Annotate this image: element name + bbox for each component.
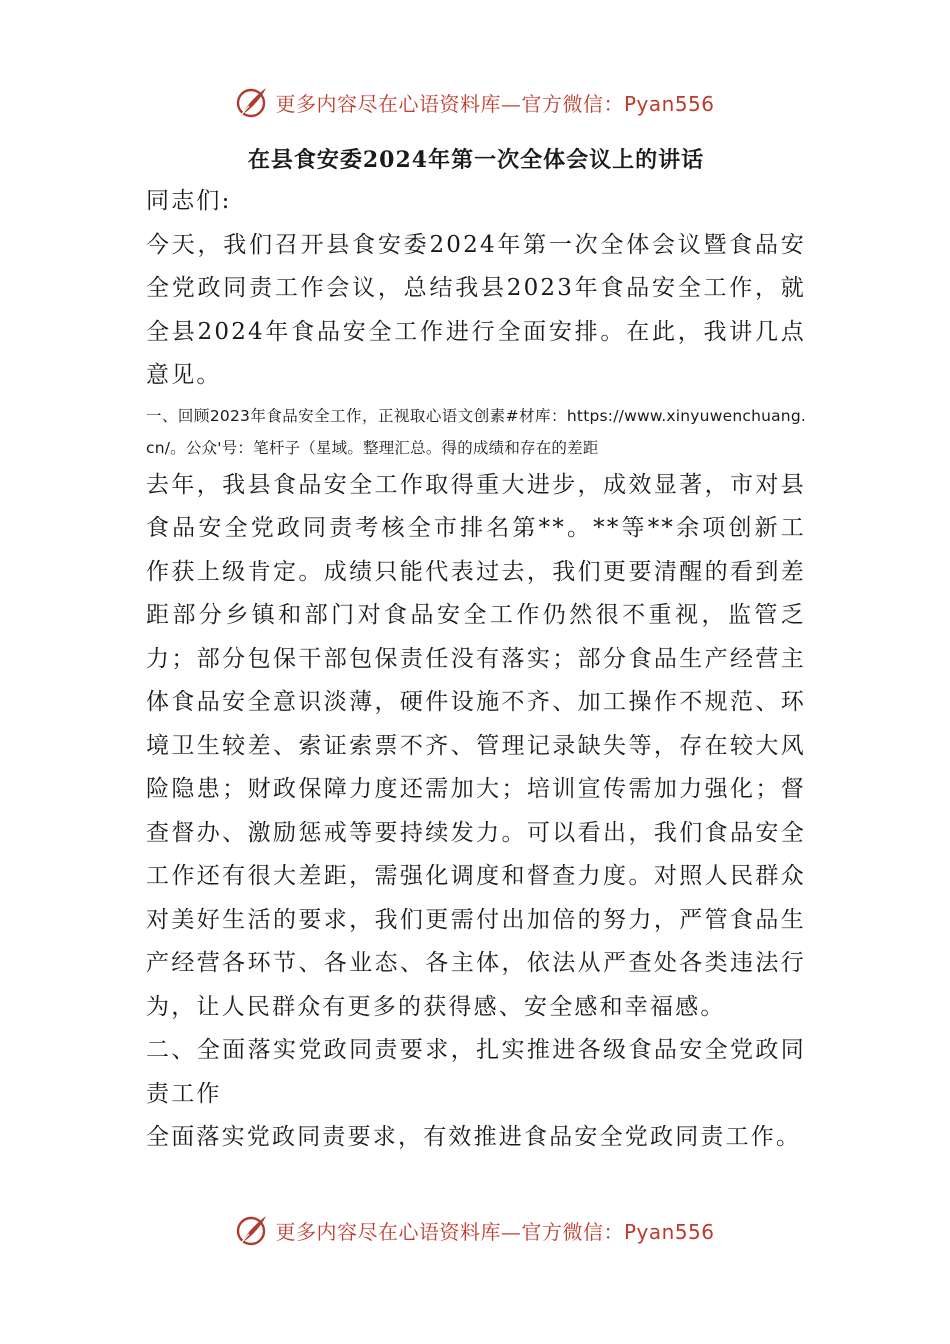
section-1-heading: 一、回顾2023年食品安全工作，正视取心语文创素#材库：https://www.xinyuwenchuang.cn/。公众'号：笔杆子（星域。整理汇总。得的成绩和存在的差距 — [146, 406, 806, 457]
pen-quill-logo-icon — [235, 84, 271, 120]
banner-wechat-handle: Pyan556 — [623, 1219, 715, 1244]
footer-watermark-banner — [0, 1210, 950, 1250]
header-watermark-banner — [0, 82, 950, 122]
section-1-paragraph: 去年，我县食品安全工作取得重大进步，成效显著，市对县食品安全党政同责考核全市排名第**。**等**余项创新工作获上级肯定。成绩只能代表过去，我们更要清醒的看到差距部分乡镇和部门对食品安全工作仍然很不重视，监管乏力；部分包保干部包保责任没有落实；部分食品生产经营主体食品安全意识淡薄，硬件设施不齐、加工操作不规范、环境卫生较差、索证索票不齐、管理记录缺失等，存在较大风险隐患；财政保障力度还需加大；培训宣传需加力强化；督查督办、激励惩戒等要持续发力。可以看出，我们食品安全工作还有很大差距，需强化调度和督查力度。对照人民群众对美好生活的要求，我们更需付出加倍的努力，严管食品生产经营各环节、各业态、各主体，依法从严查处各类违法行为，让人民群众有更多的获得感、安全感和幸福感。 — [146, 471, 806, 1020]
intro-paragraph: 今天，我们召开县食安委2024年第一次全体会议暨食品安全党政同责工作会议，总结我县2023年食品安全工作，就全县2024年食品安全工作进行全面安排。在此，我讲几点意见。 — [146, 231, 806, 388]
salutation: 同志们: — [146, 188, 232, 214]
banner-label: 更多内容尽在心语资料库—官方微信： — [275, 91, 624, 116]
banner-text — [275, 88, 714, 117]
section-2-heading: 二、全面落实党政同责要求，扎实推进各级食品安全党政同责工作 — [146, 1037, 806, 1107]
banner-wechat-handle: Pyan556 — [623, 91, 715, 116]
pen-quill-logo-icon — [235, 1212, 271, 1248]
document-body — [146, 140, 806, 1160]
document-title: 在县食安委2024年第一次全体会议上的讲话 — [247, 147, 705, 173]
banner-label: 更多内容尽在心语资料库—官方微信： — [275, 1219, 624, 1244]
banner-text — [275, 1216, 714, 1245]
section-2-paragraph: 全面落实党政同责要求，有效推进食品安全党政同责工作。 — [146, 1124, 802, 1150]
